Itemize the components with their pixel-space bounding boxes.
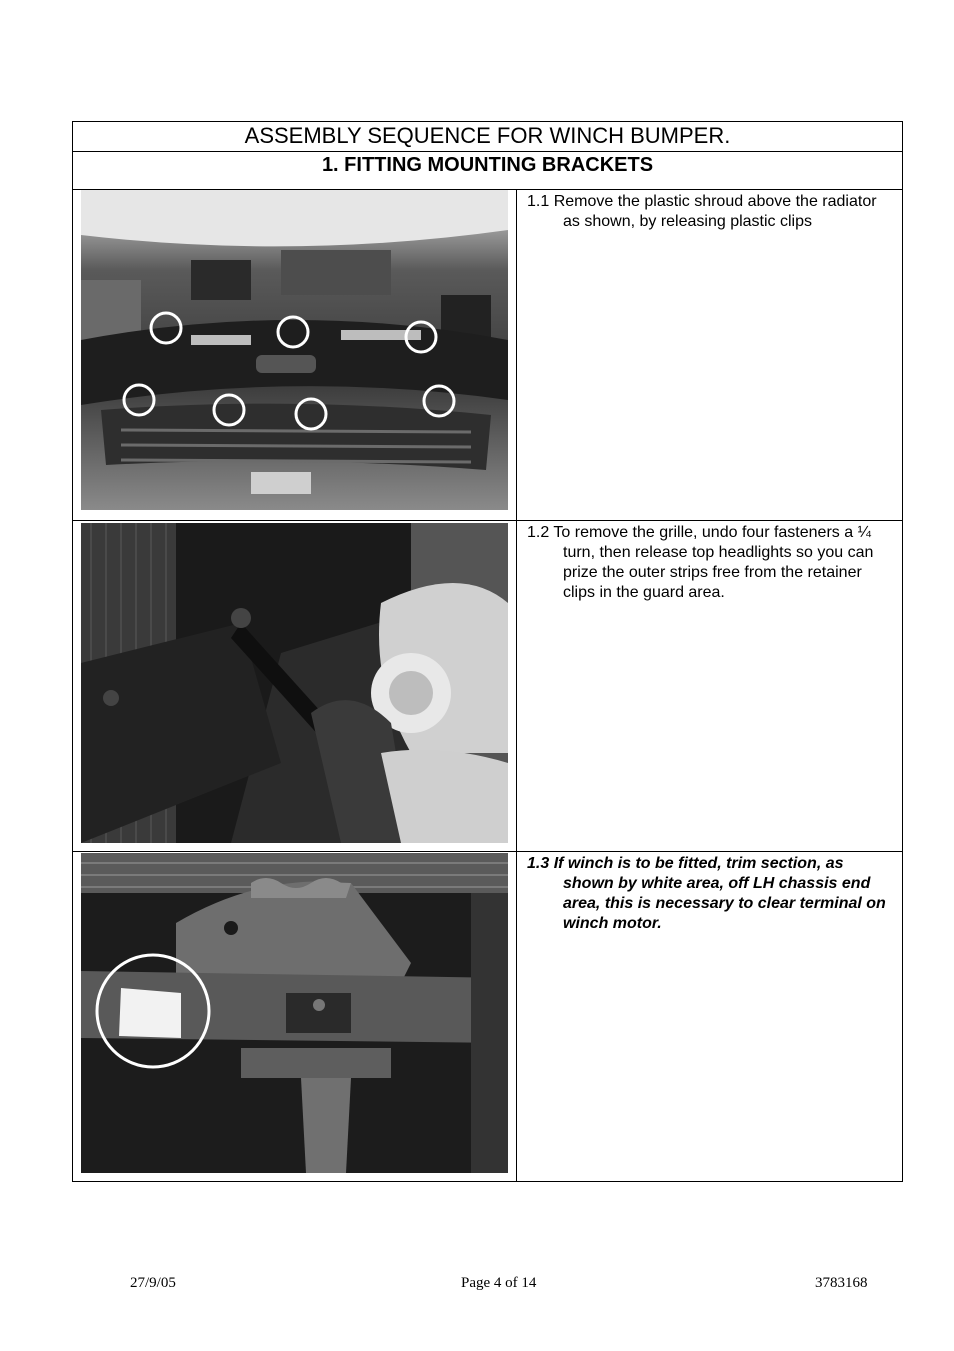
step-row [73,852,902,1181]
step-row [73,190,902,521]
photo-cell [73,852,517,1181]
step-instruction: 1.3 If winch is to be fitted, trim section, as shown by white area, off LH chassis end area, this is necessary to clear terminal on winch motor. [527,855,886,932]
step-instruction: 1.1 Remove the plastic shroud above the radiator as shown, by releasing plastic clips [527,193,877,230]
step-instruction: 1.2 To remove the grille, undo four fasteners a ¼ turn, then release top headlights so you can prize the outer strips free from the retainer clips in the guard area. [527,524,874,601]
footer-doc-number: 3783168 [815,1275,868,1291]
document-title: ASSEMBLY SEQUENCE FOR WINCH BUMPER. [73,122,902,152]
footer-page-number: Page 4 of 14 [461,1275,537,1291]
step-text-cell [517,852,902,1181]
photo-cell [73,521,517,851]
footer-date: 27/9/05 [130,1275,176,1291]
photo-cell [73,190,517,520]
grille-removal-photo-icon [81,523,508,843]
section-heading: 1. FITTING MOUNTING BRACKETS [73,152,902,190]
step-text-cell [517,190,902,520]
engine-bay-photo-icon [81,190,508,510]
assembly-table [72,121,903,1182]
chassis-bracket-photo-icon [81,853,508,1173]
step-text-cell [517,521,902,851]
step-row [73,521,902,852]
